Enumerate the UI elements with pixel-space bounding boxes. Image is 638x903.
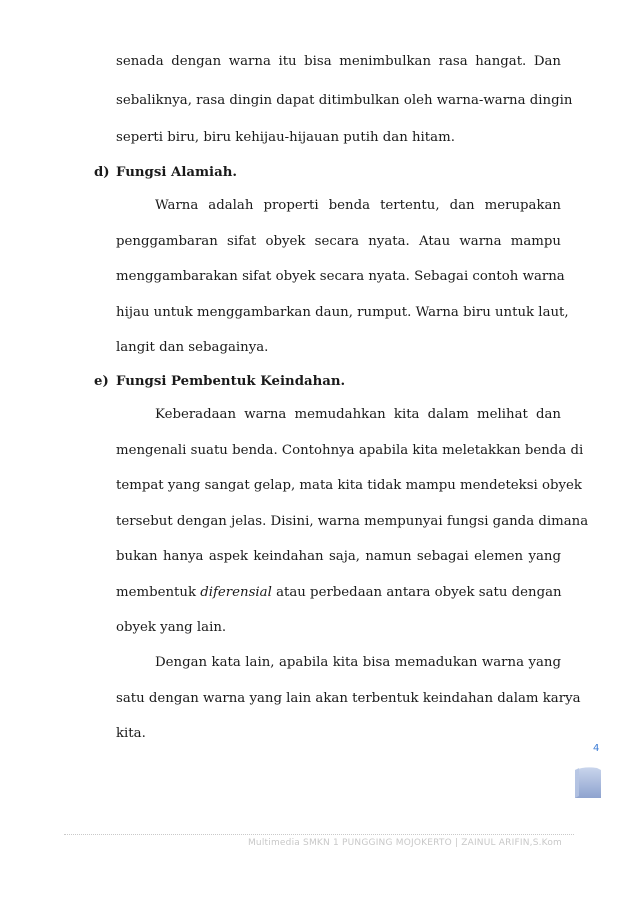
body-text-line: mengenali suatu benda. Contohnya apabila kita meletakkan benda di bbox=[116, 443, 584, 458]
text-segment: atau perbedaan antara obyek satu dengan bbox=[271, 585, 562, 600]
list-marker: e) bbox=[94, 374, 109, 389]
body-text-line: langit dan sebagainya. bbox=[116, 340, 269, 355]
body-text-line: Keberadaan warna memudahkan kita dalam melihat dan bbox=[155, 407, 561, 422]
body-text-line: tempat yang sangat gelap, mata kita tidak mampu mendeteksi obyek bbox=[116, 478, 582, 493]
body-text-line: obyek yang lain. bbox=[116, 620, 227, 635]
body-text-line: senada dengan warna itu bisa menimbulkan rasa hangat. Dan bbox=[116, 54, 561, 69]
page-corner-tab bbox=[571, 766, 603, 800]
body-text-line bbox=[116, 584, 561, 602]
body-text-line: seperti biru, biru kehijau-hijauan putih dan hitam. bbox=[116, 130, 455, 145]
section-heading-d bbox=[94, 164, 237, 182]
body-text-line: satu dengan warna yang lain akan terbentuk keindahan dalam karya bbox=[116, 691, 581, 706]
footer-divider bbox=[64, 834, 574, 835]
list-marker: d) bbox=[94, 165, 110, 180]
body-text-line: sebaliknya, rasa dingin dapat ditimbulkan oleh warna-warna dingin bbox=[116, 93, 573, 108]
body-text-line: menggambarakan sifat obyek secara nyata. Sebagai contoh warna bbox=[116, 269, 565, 284]
section-heading-e bbox=[94, 373, 345, 391]
body-text-line: Dengan kata lain, apabila kita bisa memadukan warna yang bbox=[155, 655, 561, 670]
text-segment: membentuk bbox=[116, 585, 201, 600]
body-text-line: hijau untuk menggambarkan daun, rumput. Warna biru untuk laut, bbox=[116, 305, 569, 320]
body-text-line: kita. bbox=[116, 726, 146, 741]
body-text-line: tersebut dengan jelas. Disini, warna mempunyai fungsi ganda dimana bbox=[116, 514, 589, 529]
body-text-line: penggambaran sifat obyek secara nyata. Atau warna mampu bbox=[116, 234, 561, 249]
italic-term: diferensial bbox=[200, 585, 272, 600]
section-title: Fungsi Pembentuk Keindahan. bbox=[116, 374, 346, 389]
footer-text: Multimedia SMKN 1 PUNGGING MOJOKERTO | ZAINUL ARIFIN,S.Kom bbox=[247, 838, 562, 848]
section-title: Fungsi Alamiah. bbox=[116, 165, 238, 180]
page-number: 4 bbox=[593, 743, 600, 754]
body-text-line: Warna adalah properti benda tertentu, dan merupakan bbox=[155, 198, 561, 213]
body-text-line: bukan hanya aspek keindahan saja, namun sebagai elemen yang bbox=[116, 549, 561, 564]
